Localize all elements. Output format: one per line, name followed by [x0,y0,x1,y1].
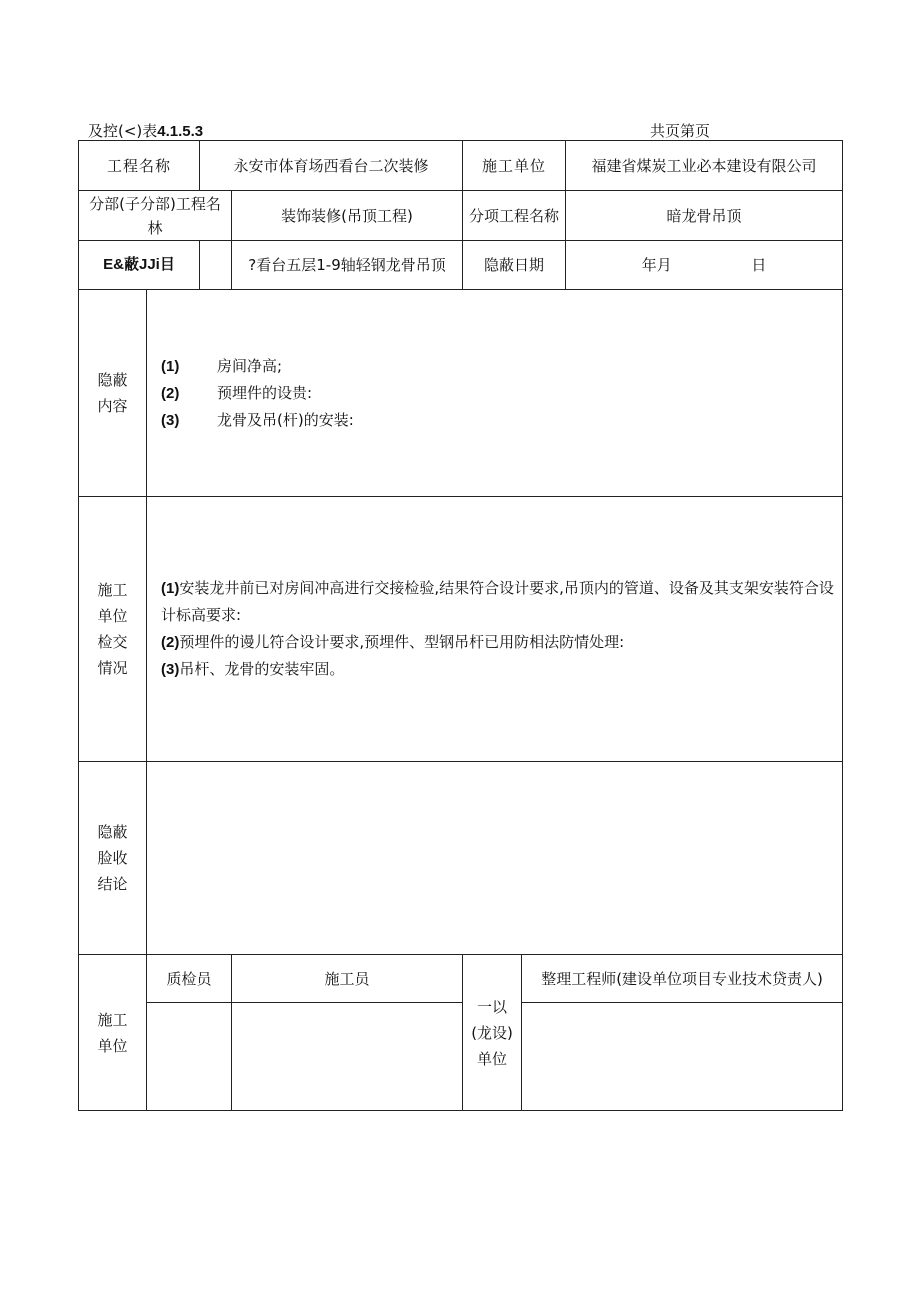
supervisor-unit-label-text: 一以(龙设)单位 [471,997,513,1068]
worker-signature-cell [232,1003,463,1111]
supervisor-unit-label [463,955,522,1111]
hidden-content-label [79,290,147,497]
acceptance-form-table [78,140,843,1111]
form-code-number: 4.1.5.3 [157,123,204,140]
hidden-content-item: (3) 龙骨及吊(杆)的安装: [161,410,354,429]
construction-unit-label-text: 施工单位 [97,1010,128,1055]
worker-label: 施工员 [232,955,463,1003]
conclusion-label-text: 隐蔽脸收结论 [97,823,128,893]
form-code-prefix: 及控(<)表 [88,122,158,140]
hidden-item-label: E&蔽JJi目 [79,241,200,290]
engineer-signature-cell [522,1003,843,1111]
hidden-item-empty-cell [200,241,232,290]
page-info: 共页第页 [650,122,711,140]
division-value: 装饰装修(吊顶工程) [232,191,463,241]
hidden-item-value: ?看台五层1-9轴轻钢龙骨吊顶 [232,241,463,290]
inspection-item: (1)安装龙井前已对房间冲高进行交接检验,结果符合设计要求,吊顶内的管道、设备及其支架安装符合设计标高要求: [161,579,834,624]
hidden-content-item: (2) 预埋件的设贵: [161,383,313,402]
hidden-date-year: 年月 [641,256,672,274]
hidden-content-cell [147,290,843,497]
contractor-value: 福建省煤炭工业必本建设有限公司 [566,141,843,191]
inspection-label [79,497,147,762]
hidden-date-value [566,241,843,290]
conclusion-cell [147,762,843,955]
conclusion-label [79,762,147,955]
form-code [88,120,203,141]
division-label: 分部(子分部)工程名林 [79,191,232,241]
qc-signature-cell [147,1003,232,1111]
hidden-date-label: 隐蔽日期 [463,241,566,290]
hidden-content-item: (1) 房间净高; [161,356,283,375]
inspection-item: (2)预埋件的谩儿符合设计要求,预埋件、型钢吊杆已用防相法防情处理: [161,633,625,651]
subitem-value: 暗龙骨吊顶 [566,191,843,241]
inspection-label-text: 施工单位检交情况 [97,581,128,677]
project-name-label: 工程名称 [79,141,200,191]
subitem-label: 分项工程名称 [463,191,566,241]
contractor-label: 施工单位 [463,141,566,191]
project-name-value: 永安市体育场西看台二次装修 [200,141,463,191]
construction-unit-label [79,955,147,1111]
inspection-cell [147,497,843,762]
inspection-item: (3)吊杆、龙骨的安装牢固。 [161,660,345,678]
engineer-label: 整理工程师(建设单位项目专业技术贷责人) [522,955,843,1003]
qc-label: 质检员 [147,955,232,1003]
hidden-content-label-text: 隐蔽内容 [97,371,128,415]
hidden-date-day: 日 [751,256,767,274]
